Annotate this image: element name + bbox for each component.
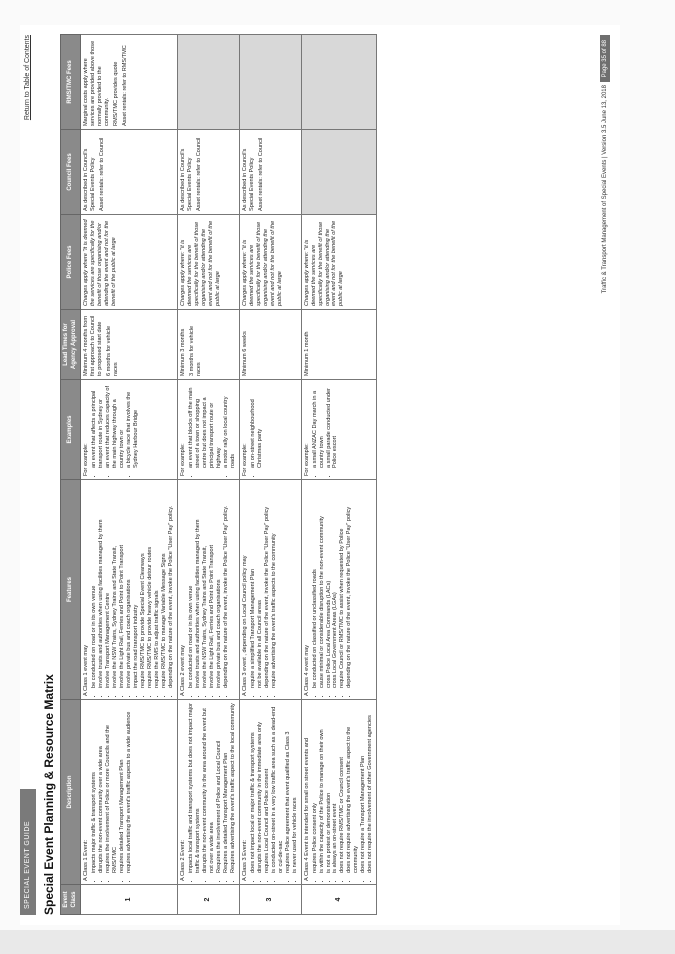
description-item: • Requires a detailed Transport Management Plan <box>223 703 230 873</box>
feature-item: • require RMS/TMC to provide heavy vehicle detour routes <box>147 483 154 688</box>
description-item-list <box>250 703 299 881</box>
feature-item: • require the RMS to adjust traffic signals <box>154 483 161 688</box>
page-title: Special Event Planning & Resource Matrix <box>42 674 56 915</box>
table-row <box>239 35 301 915</box>
description-item: • is never used for vehicle races <box>292 703 299 873</box>
event-class-cell: 3 <box>239 885 301 915</box>
description-item: • does not require a Transport Management Plan <box>360 703 367 873</box>
description-item-list <box>91 703 133 881</box>
examples-cell <box>301 380 377 480</box>
description-title: A Class 4 Event is intended for small on street events and <box>303 737 310 881</box>
description-item: • requires detailed Transport Management Plan <box>119 703 126 873</box>
event-class-cell: 1 <box>81 885 178 915</box>
examples-cell <box>177 380 239 480</box>
features-cell <box>301 480 377 700</box>
header-examples: Examples <box>61 380 81 480</box>
feature-item: • cause minimal or considerable disruption to the non-event community <box>319 483 326 688</box>
examples-title: For example: <box>303 443 310 476</box>
features-title: A Class 2 event may <box>179 645 186 696</box>
description-title: A Class 3 Event: <box>241 839 248 881</box>
page-footer <box>600 35 612 915</box>
feature-item: • cross Local Government Areas (LGAs) <box>332 483 339 688</box>
police-fees-cell: Charges apply where: "it is deemed the services are specifically for the benefit of those organising and/or attending the event and not for the benefit of the public at large <box>301 215 377 310</box>
rms-fees-cell <box>301 35 377 130</box>
lead-time-line: Minimum 6 weeks <box>241 331 248 376</box>
feature-item-list <box>312 483 354 696</box>
footer-text: Traffic & Transport Management of Special Events | Version 3.5 June 13, 2018 <box>602 85 608 294</box>
police-fees-cell: Charges apply where "it is deemed the services are specifically for the benefit of those organising and/or attending the event and not for the benefit of the public at large <box>81 215 178 310</box>
lead-time-cell <box>177 310 239 380</box>
header-event-class: Event Class <box>61 885 81 915</box>
feature-item: • involve Transport Management Centre <box>105 483 112 688</box>
feature-item: • depending on the nature of the event, invoke the Police "User Pay" policy. <box>168 483 175 688</box>
features-title: A Class 4 event may <box>303 645 310 696</box>
feature-item: • involve the Light Rail, Ferries and Point to Point Transport <box>209 483 216 688</box>
example-item-list <box>91 383 140 476</box>
feature-item: • involve private bus and coach organisations <box>216 483 223 688</box>
rotated-document-page <box>20 25 620 925</box>
features-title: A Class 3 event , depending on Local Council policy may <box>241 555 248 696</box>
example-item-list <box>250 383 264 476</box>
lead-time-cell <box>81 310 178 380</box>
header-rms-fees: RMS/TMC Fees <box>61 35 81 130</box>
description-item: • disrupts the non-event community in the area around the event but not over a wide area <box>202 703 216 873</box>
scan-bottom-edge <box>0 930 675 954</box>
header-lead-times: Lead Times for Agency Approval <box>61 310 81 380</box>
police-fees-cell: Charges apply where: "it is deemed the services are specifically for the benefit of those organising and/or attending the event and not for the benefit of the public at large <box>177 215 239 310</box>
council-fees-cell <box>177 130 239 215</box>
feature-item: • be conducted on road or in its own venue <box>91 483 98 688</box>
feature-item: • require RMS/TMC to manage Variable Message Signs <box>161 483 168 688</box>
feature-item: • involve private bus and coach organisations <box>126 483 133 688</box>
example-item: • a small parade conducted under Police escort <box>326 383 340 468</box>
council-fee-line: As described in Council's Special Events Policy <box>241 148 255 211</box>
header-description: Description <box>61 700 81 885</box>
table-row <box>81 35 178 915</box>
return-to-toc-link[interactable]: Return to Table of Contents <box>24 35 31 121</box>
table-header-row <box>61 35 81 915</box>
examples-title: For example: <box>241 443 248 476</box>
lead-time-line: 6 months for vehicle races <box>105 325 119 376</box>
description-item: • impacts local traffic and transport systems but does not impact major traffic & transport systems <box>188 703 202 873</box>
description-item: • Requires advertising the event's traffic aspect to the local community <box>230 703 237 873</box>
description-cell <box>301 700 377 885</box>
feature-item: • be conducted on road or in its own venue <box>188 483 195 688</box>
lead-time-line: Minimum 3 months <box>179 328 186 376</box>
feature-item: • require Council or RMS/TMC to assist when requested by Police <box>339 483 346 688</box>
council-fees-cell <box>81 130 178 215</box>
description-item-list <box>312 703 375 881</box>
description-title: A Class 1 Event: <box>83 839 89 881</box>
header-police-fees: Police Fees <box>61 215 81 310</box>
rms-fee-line: RMS/TMC provides quote <box>112 61 119 126</box>
description-item: • is always an on-street event <box>332 703 339 873</box>
lead-time-line: 3 months for vehicle races <box>188 325 202 376</box>
features-cell <box>81 480 178 700</box>
description-item: • requires the involvement of Police or more Councils and the RMS/TMC <box>105 703 119 873</box>
description-item: • does not impact local or major traffic & transport systems <box>250 703 257 873</box>
council-fees-cell <box>239 130 301 215</box>
guide-banner: SPECIAL EVENT GUIDE <box>20 789 36 915</box>
examples-cell <box>239 380 301 480</box>
lead-time-cell <box>239 310 301 380</box>
features-title: A Class 1 event may <box>83 645 89 696</box>
examples-title: For example: <box>179 443 186 476</box>
example-item: • an event that reduces capacity of the main highway through a country town or <box>105 383 126 468</box>
rms-fees-cell <box>239 35 301 130</box>
feature-item: • involve trusts and authorities when using facilities managed by them <box>98 483 105 688</box>
description-item: • is not a protest or demonstration <box>326 703 333 873</box>
example-item: • an event that affects a principal transport route in Sydney or <box>91 383 105 468</box>
examples-cell <box>81 380 178 480</box>
rms-fees-cell <box>81 35 178 130</box>
example-item-list <box>312 383 340 476</box>
feature-item: • depending on the nature of the event, invoke the Police "User Pay" policy <box>346 483 353 688</box>
description-item: • does not require advertising the event's traffic aspect to the community <box>346 703 360 873</box>
example-item: • a bicycle race that involves the Sydney Harbour Bridge <box>126 383 140 468</box>
description-item: • disrupts the non-event community over a wide area <box>98 703 105 873</box>
feature-item: • require advertising the event's traffic aspects to the community <box>271 483 278 688</box>
examples-title: For example: <box>83 443 89 476</box>
feature-item-list <box>91 483 175 696</box>
features-cell <box>177 480 239 700</box>
feature-item: • depending on the nature of the event, invoke the Police "User Pay" policy. <box>223 483 230 688</box>
feature-item: • require a simplified Transport Management Plan <box>250 483 257 688</box>
example-item-list <box>188 383 237 476</box>
description-item: • does not require the involvement of other Government agencies <box>367 703 374 873</box>
description-item: • disrupts the non-event community in the immediate area only <box>257 703 264 873</box>
example-item: • an on-street neighbourhood Christmas party <box>250 383 264 468</box>
feature-item: • involve the Light Rail, Ferries and Point to Point Transport <box>119 483 126 688</box>
council-fee-line: Asset rentals: refer to Council <box>98 137 105 211</box>
lead-time-cell <box>301 310 377 380</box>
police-fees-cell: Charges apply where: "it is deemed the services are specifically for the benefit of those organising and/or attending the event and not for the benefit of the public at large <box>239 215 301 310</box>
description-item: • requires advertising the event's traffic aspects to a wide audience <box>126 703 133 873</box>
description-item: • is conducted on-street in a very low traffic area such as a dead-end or cul-de-sac <box>271 703 285 873</box>
event-class-cell: 4 <box>301 885 377 915</box>
description-item: • requires Police agreement that event qualified as Class 3 <box>285 703 292 873</box>
feature-item-list <box>188 483 230 696</box>
description-cell <box>177 700 239 885</box>
table-row <box>301 35 377 915</box>
feature-item: • require RMS/TMC to provide Special Event Clearways <box>140 483 147 688</box>
feature-item: • depending on the nature of the event, invoke the Police "User Pay" policy <box>264 483 271 688</box>
header-council-fees: Council Fees <box>61 130 81 215</box>
description-cell <box>239 700 301 885</box>
feature-item: • impact the road transport industry <box>133 483 140 688</box>
council-fees-cell <box>301 130 377 215</box>
feature-item: • involve the NSW Trains, Sydney Trains and State Transit, <box>112 483 119 688</box>
header-features: Features <box>61 480 81 700</box>
council-fee-line: As described in Council's Special Events Policy <box>83 148 96 211</box>
feature-item: • involve the NSW Trains, Sydney Trains and State Transit, <box>202 483 209 688</box>
table-body <box>81 35 377 915</box>
description-item: • does not require RMS/TMC or Council consent <box>339 703 346 873</box>
description-item-list <box>188 703 237 881</box>
description-item: • requires Local Council and Police consent <box>264 703 271 873</box>
lead-time-line: Minimum 1 month <box>303 331 310 376</box>
lead-time-line: Minimum 4 months from first approach to Council to proposed start date <box>83 315 103 376</box>
rms-fee-line: Marginal costs apply where services are provided above those normally provided to the community. <box>83 40 110 126</box>
rms-fees-cell <box>177 35 239 130</box>
event-class-cell: 2 <box>177 885 239 915</box>
example-item: • a small ANZAC Day march in a country town <box>312 383 326 468</box>
resource-matrix-table <box>60 34 377 915</box>
description-item: • Requires the involvement of Police and Local Council <box>216 703 223 873</box>
example-item: • an event that blocks off the main street of a town or shopping centre but does not impact a principal transport route or highway <box>188 383 223 468</box>
table-row <box>177 35 239 915</box>
feature-item: • involve trusts and authorities when using facilities managed by them <box>195 483 202 688</box>
council-fee-line: As described in Council's Special Events Policy <box>179 148 193 211</box>
description-item: • requires Police consent only <box>312 703 319 873</box>
feature-item-list <box>250 483 278 696</box>
description-title: A Class 2 Event: <box>179 839 186 881</box>
rms-fee-line: Asset rentals: refer to RMS/TMC <box>121 45 128 126</box>
feature-item: • cross Police Local Area Commands (LACs) <box>326 483 333 688</box>
description-cell <box>81 700 178 885</box>
feature-item: • be conducted on classified or unclassified roads <box>312 483 319 688</box>
features-cell <box>239 480 301 700</box>
feature-item: • not be available in all Council areas <box>257 483 264 688</box>
council-fee-line: Asset rentals: refer to Council <box>257 137 264 211</box>
description-item: • impacts major traffic & transport systems <box>91 703 98 873</box>
council-fee-line: Asset rentals: refer to Council <box>195 137 202 211</box>
description-item: • is within the capacity of the Police to manage on their own <box>319 703 326 873</box>
example-item: • a motor rally on local country roads <box>223 383 237 468</box>
page-number-badge: Page 35 of 88 <box>600 35 610 82</box>
